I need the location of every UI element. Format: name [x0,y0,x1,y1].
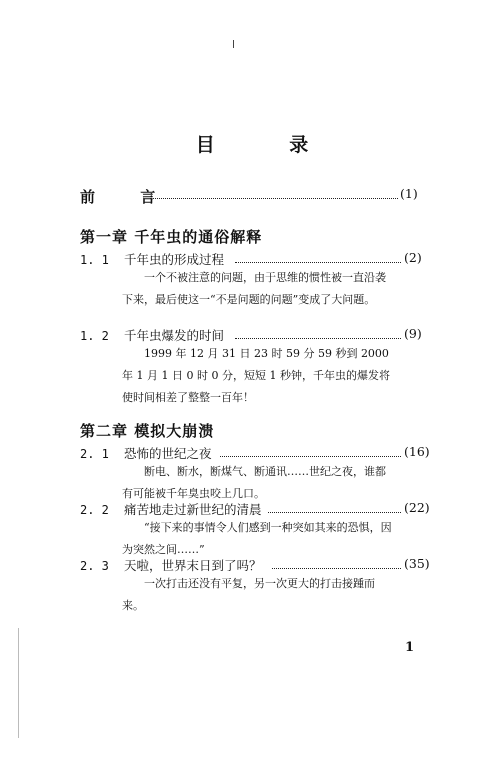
section-description: “接下来的事情令人们感到一种突如其来的恐惧，因为突然之间……” [122,521,392,556]
dot-leader [268,512,401,513]
section-description: 1999 年 12 月 31 日 23 时 59 分 59 秒到 2000 年 1 月 1 日 0 时 0 分，短短 1 秒钟，千年虫的爆发将使时间相差了整整一百年！ [122,347,390,404]
section-number: 1. 2 [80,329,109,343]
section-page: (2) [404,250,422,265]
preface-page: (1) [400,186,418,201]
scan-mark [233,40,234,48]
section-entry [80,326,224,344]
section-title: 千年虫爆发的时间 [124,328,225,343]
section-page: (22) [404,500,430,515]
chapter-title: 第一章 千年虫的通俗解释 [80,228,263,246]
section-description: 一个不被注意的问题，由于思维的惯性被一直沿袭下来，最后使这一“不是问题的问题”变成了大问题。 [122,271,386,306]
page-number: 1 [405,640,415,655]
section-entry [80,250,224,268]
dot-leader [150,198,398,199]
section-page: (9) [404,326,422,341]
section-title: 天啦，世界末日到了吗？ [124,558,262,573]
dot-leader [235,338,401,339]
section-title: 千年虫的形成过程 [124,252,225,267]
page-title: 目 录 [195,134,343,156]
section-number: 1. 1 [80,253,109,267]
section-entry [80,556,262,574]
dot-leader [272,568,401,569]
section-number: 2. 2 [80,503,109,517]
scan-edge [18,628,19,738]
section-title: 痛苦地走过新世纪的清晨 [124,502,262,517]
section-title: 恐怖的世纪之夜 [124,446,212,461]
section-description: 断电、断水，断煤气、断通讯……世纪之夜，谁都有可能被千年臭虫咬上几口。 [122,465,386,500]
section-entry [80,500,262,518]
section-description: 一次打击还没有平复，另一次更大的打击接踵而来。 [122,577,375,612]
section-page: (16) [404,444,430,459]
dot-leader [220,456,401,457]
chapter-title: 第二章 模拟大崩溃 [80,422,215,440]
section-entry [80,444,212,462]
section-number: 2. 3 [80,559,109,573]
preface-label: 前 言 [80,188,176,206]
section-page: (35) [404,556,430,571]
dot-leader [235,262,401,263]
section-number: 2. 1 [80,447,109,461]
